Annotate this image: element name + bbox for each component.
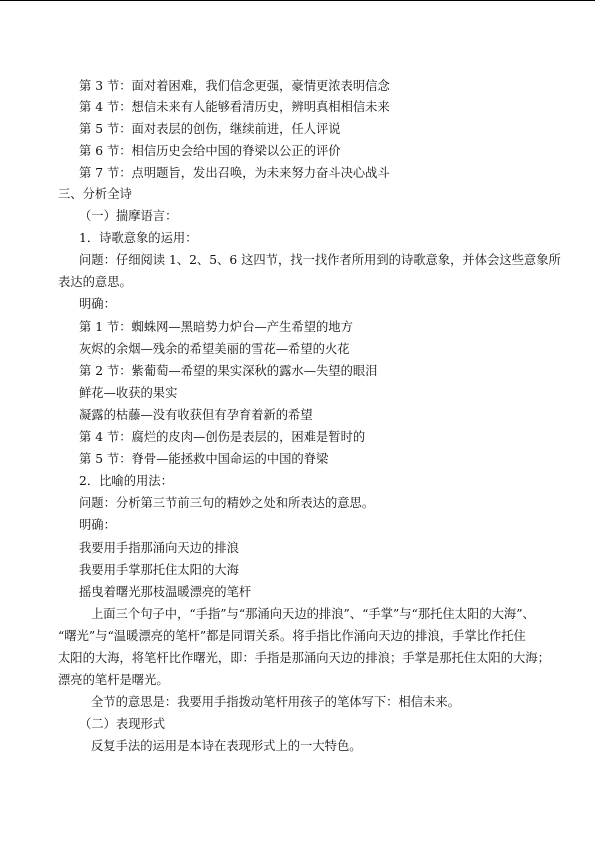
answer-section-5: 第 5 节：脊骨—能拯救中国命运的中国的脊梁 (79, 452, 329, 466)
poem-line-3: 摇曳着曙光那枝温暖漂亮的笔杆 (79, 585, 252, 599)
line-section-5: 第 5 节：面对表层的创伤，继续前进，任人评说 (79, 122, 341, 136)
line-section-4: 第 4 节：想信未来有人能够看清历史，辨明真相相信未来 (79, 100, 390, 114)
explanation-4: 漂亮的笔杆是曙光。 (58, 673, 169, 687)
answer-section-1b: 灰烬的余烟—残余的希望美丽的雪花—希望的火花 (79, 342, 350, 356)
poem-line-1: 我要用手指那涌向天边的排浪 (79, 541, 239, 555)
answer-section-2b: 鲜花—收获的果实 (79, 386, 178, 400)
poem-line-2: 我要用手掌那托住太阳的大海 (79, 563, 239, 577)
question-metaphor: 问题：分析第三节前三句的精妙之处和所表达的意思。 (79, 496, 375, 510)
answer-section-1a: 第 1 节：蜘蛛网—黑暗势力炉台—产生希望的地方 (79, 320, 353, 334)
answer-section-4: 第 4 节：腐烂的皮肉—创伤是表层的，困难是暂时的 (79, 430, 366, 444)
answer-label-2: 明确： (79, 518, 116, 532)
explanation-2: “曙光”与“温暖漂亮的笔杆”都是同谓关系。将手指比作涌向天边的排浪，手掌比作托住 (58, 629, 526, 643)
question-imagery: 问题：仔细阅读 1、2、5、6 这四节，找一找作者所用到的诗歌意象，并体会这些意象所 (79, 253, 561, 267)
explanation-3: 太阳的大海，将笔杆比作曙光，即：手指是那涌向天边的排浪；手掌是那托住太阳的大海； (58, 651, 550, 665)
answer-section-2c: 凝露的枯藤—没有收获但有孕育着新的希望 (79, 408, 313, 422)
heading-analysis: 三、分析全诗 (58, 187, 132, 201)
question-imagery-cont: 表达的意思。 (58, 275, 132, 289)
form-description: 反复手法的运用是本诗在表现形式上的一大特色。 (91, 739, 362, 753)
line-section-3: 第 3 节：面对着困难，我们信念更强，豪情更浓表明信念 (79, 79, 390, 93)
line-section-7: 第 7 节：点明题旨，发出召唤，为未来努力奋斗决心战斗 (79, 166, 390, 180)
item-metaphor: 2．比喻的用法： (79, 474, 173, 488)
subheading-form: （二）表现形式 (79, 717, 166, 731)
answer-section-2a: 第 2 节：紫葡萄—希望的果实深秋的露水—失望的眼泪 (79, 364, 378, 378)
subheading-language: （一）揣摩语言： (79, 209, 178, 223)
item-imagery: 1．诗歌意象的运用： (79, 231, 198, 245)
summary: 全节的意思是：我要用手指拨动笔杆用孩子的笔体写下：相信未来。 (91, 695, 460, 709)
top-border-line (0, 0, 595, 1)
explanation-1: 上面三个句子中，“手指”与“那涌向天边的排浪”、“手掌”与“那托住太阳的大海”、 (91, 607, 535, 621)
answer-label: 明确： (79, 297, 116, 311)
line-section-6: 第 6 节：相信历史会给中国的脊梁以公正的评价 (79, 144, 341, 158)
